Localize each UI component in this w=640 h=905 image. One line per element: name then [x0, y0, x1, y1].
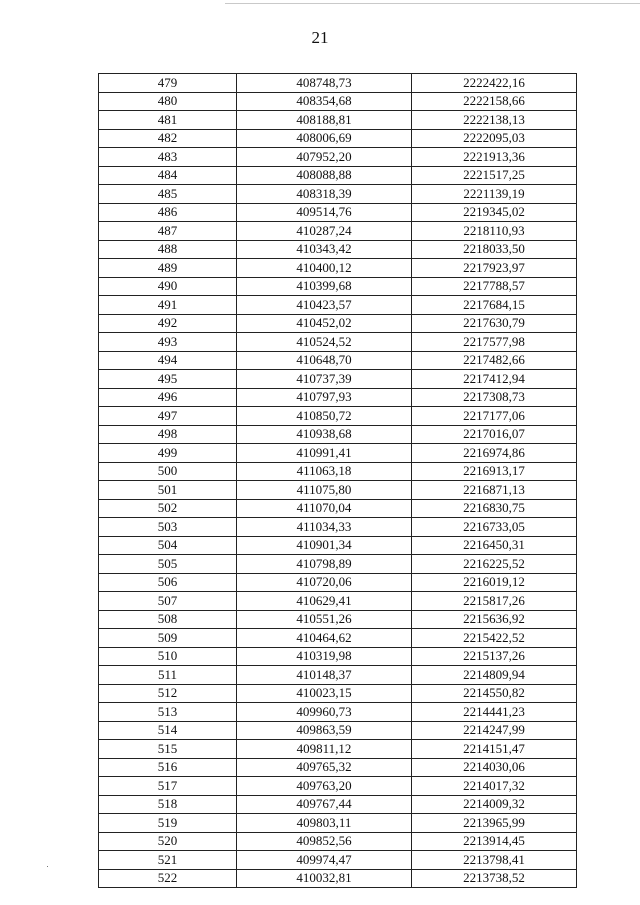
x-coordinate-cell: 408748,73 [237, 74, 412, 93]
point-number-cell: 509 [99, 629, 237, 648]
point-number-cell: 483 [99, 148, 237, 167]
y-coordinate-cell: 2216019,12 [412, 573, 577, 592]
y-coordinate-cell: 2221913,36 [412, 148, 577, 167]
x-coordinate-cell: 408318,39 [237, 185, 412, 204]
x-coordinate-cell: 411075,80 [237, 481, 412, 500]
y-coordinate-cell: 2217482,66 [412, 351, 577, 370]
y-coordinate-cell: 2216733,05 [412, 518, 577, 537]
y-coordinate-cell: 2216830,75 [412, 499, 577, 518]
point-number-cell: 517 [99, 777, 237, 796]
table-row [99, 407, 577, 426]
x-coordinate-cell: 409767,44 [237, 795, 412, 814]
point-number-cell: 502 [99, 499, 237, 518]
top-edge-line [225, 3, 640, 4]
y-coordinate-cell: 2214030,06 [412, 758, 577, 777]
y-coordinate-cell: 2214151,47 [412, 740, 577, 759]
point-number-cell: 496 [99, 388, 237, 407]
table-row [99, 296, 577, 315]
x-coordinate-cell: 410901,34 [237, 536, 412, 555]
x-coordinate-cell: 410023,15 [237, 684, 412, 703]
table-row [99, 629, 577, 648]
point-number-cell: 480 [99, 92, 237, 111]
point-number-cell: 492 [99, 314, 237, 333]
y-coordinate-cell: 2213914,45 [412, 832, 577, 851]
table-row [99, 203, 577, 222]
point-number-cell: 501 [99, 481, 237, 500]
point-number-cell: 512 [99, 684, 237, 703]
y-coordinate-cell: 2217308,73 [412, 388, 577, 407]
y-coordinate-cell: 2216974,86 [412, 444, 577, 463]
y-coordinate-cell: 2216871,13 [412, 481, 577, 500]
scan-speck [47, 866, 48, 867]
x-coordinate-cell: 410399,68 [237, 277, 412, 296]
x-coordinate-cell: 410798,89 [237, 555, 412, 574]
table-row [99, 462, 577, 481]
table-row [99, 425, 577, 444]
x-coordinate-cell: 410400,12 [237, 259, 412, 278]
point-number-cell: 516 [99, 758, 237, 777]
point-number-cell: 499 [99, 444, 237, 463]
y-coordinate-cell: 2214247,99 [412, 721, 577, 740]
x-coordinate-cell: 410720,06 [237, 573, 412, 592]
x-coordinate-cell: 410148,37 [237, 666, 412, 685]
y-coordinate-cell: 2215636,92 [412, 610, 577, 629]
y-coordinate-cell: 2221139,19 [412, 185, 577, 204]
x-coordinate-cell: 407952,20 [237, 148, 412, 167]
point-number-cell: 489 [99, 259, 237, 278]
table-row [99, 795, 577, 814]
table-row [99, 370, 577, 389]
y-coordinate-cell: 2214809,94 [412, 666, 577, 685]
table-row [99, 333, 577, 352]
x-coordinate-cell: 409852,56 [237, 832, 412, 851]
point-number-cell: 518 [99, 795, 237, 814]
x-coordinate-cell: 408188,81 [237, 111, 412, 130]
table-row [99, 444, 577, 463]
table-row [99, 111, 577, 130]
x-coordinate-cell: 410343,42 [237, 240, 412, 259]
point-number-cell: 486 [99, 203, 237, 222]
y-coordinate-cell: 2217577,98 [412, 333, 577, 352]
y-coordinate-cell: 2217177,06 [412, 407, 577, 426]
point-number-cell: 495 [99, 370, 237, 389]
point-number-cell: 503 [99, 518, 237, 537]
table-row [99, 758, 577, 777]
x-coordinate-cell: 410551,26 [237, 610, 412, 629]
table-row [99, 777, 577, 796]
point-number-cell: 491 [99, 296, 237, 315]
page-number: 21 [311, 28, 329, 47]
point-number-cell: 514 [99, 721, 237, 740]
x-coordinate-cell: 409863,59 [237, 721, 412, 740]
table-row [99, 259, 577, 278]
y-coordinate-cell: 2217684,15 [412, 296, 577, 315]
table-row [99, 185, 577, 204]
y-coordinate-cell: 2216225,52 [412, 555, 577, 574]
table-row [99, 536, 577, 555]
y-coordinate-cell: 2222095,03 [412, 129, 577, 148]
coordinates-table-body [99, 74, 577, 888]
y-coordinate-cell: 2214017,32 [412, 777, 577, 796]
x-coordinate-cell: 410464,62 [237, 629, 412, 648]
y-coordinate-cell: 2213798,41 [412, 851, 577, 870]
point-number-cell: 490 [99, 277, 237, 296]
table-row [99, 703, 577, 722]
table-row [99, 610, 577, 629]
table-row [99, 129, 577, 148]
y-coordinate-cell: 2215422,52 [412, 629, 577, 648]
point-number-cell: 520 [99, 832, 237, 851]
y-coordinate-cell: 2217016,07 [412, 425, 577, 444]
x-coordinate-cell: 411070,04 [237, 499, 412, 518]
x-coordinate-cell: 410938,68 [237, 425, 412, 444]
table-row [99, 148, 577, 167]
point-number-cell: 508 [99, 610, 237, 629]
x-coordinate-cell: 410797,93 [237, 388, 412, 407]
x-coordinate-cell: 410423,57 [237, 296, 412, 315]
x-coordinate-cell: 409763,20 [237, 777, 412, 796]
y-coordinate-cell: 2213965,99 [412, 814, 577, 833]
x-coordinate-cell: 409960,73 [237, 703, 412, 722]
table-row [99, 666, 577, 685]
table-row [99, 314, 577, 333]
point-number-cell: 504 [99, 536, 237, 555]
point-number-cell: 484 [99, 166, 237, 185]
point-number-cell: 487 [99, 222, 237, 241]
table-row [99, 592, 577, 611]
x-coordinate-cell: 410319,98 [237, 647, 412, 666]
y-coordinate-cell: 2219345,02 [412, 203, 577, 222]
table-row [99, 740, 577, 759]
x-coordinate-cell: 410524,52 [237, 333, 412, 352]
y-coordinate-cell: 2217923,97 [412, 259, 577, 278]
point-number-cell: 485 [99, 185, 237, 204]
point-number-cell: 519 [99, 814, 237, 833]
table-row [99, 92, 577, 111]
point-number-cell: 488 [99, 240, 237, 259]
point-number-cell: 481 [99, 111, 237, 130]
x-coordinate-cell: 409811,12 [237, 740, 412, 759]
table-row [99, 555, 577, 574]
y-coordinate-cell: 2222138,13 [412, 111, 577, 130]
point-number-cell: 498 [99, 425, 237, 444]
y-coordinate-cell: 2222422,16 [412, 74, 577, 93]
table-row [99, 518, 577, 537]
point-number-cell: 513 [99, 703, 237, 722]
point-number-cell: 522 [99, 869, 237, 888]
table-row [99, 240, 577, 259]
point-number-cell: 506 [99, 573, 237, 592]
table-row [99, 481, 577, 500]
table-row [99, 647, 577, 666]
x-coordinate-cell: 409974,47 [237, 851, 412, 870]
table-row [99, 351, 577, 370]
point-number-cell: 521 [99, 851, 237, 870]
y-coordinate-cell: 2221517,25 [412, 166, 577, 185]
y-coordinate-cell: 2214550,82 [412, 684, 577, 703]
y-coordinate-cell: 2214009,32 [412, 795, 577, 814]
y-coordinate-cell: 2217412,94 [412, 370, 577, 389]
table-row [99, 74, 577, 93]
x-coordinate-cell: 408354,68 [237, 92, 412, 111]
coordinates-table [98, 73, 577, 888]
point-number-cell: 479 [99, 74, 237, 93]
x-coordinate-cell: 409765,32 [237, 758, 412, 777]
x-coordinate-cell: 408006,69 [237, 129, 412, 148]
x-coordinate-cell: 410737,39 [237, 370, 412, 389]
point-number-cell: 500 [99, 462, 237, 481]
table-row [99, 851, 577, 870]
point-number-cell: 511 [99, 666, 237, 685]
x-coordinate-cell: 411034,33 [237, 518, 412, 537]
y-coordinate-cell: 2218110,93 [412, 222, 577, 241]
y-coordinate-cell: 2217630,79 [412, 314, 577, 333]
y-coordinate-cell: 2217788,57 [412, 277, 577, 296]
table-row [99, 721, 577, 740]
point-number-cell: 497 [99, 407, 237, 426]
table-row [99, 573, 577, 592]
y-coordinate-cell: 2218033,50 [412, 240, 577, 259]
point-number-cell: 515 [99, 740, 237, 759]
x-coordinate-cell: 409803,11 [237, 814, 412, 833]
table-row [99, 869, 577, 888]
y-coordinate-cell: 2214441,23 [412, 703, 577, 722]
table-row [99, 814, 577, 833]
table-row [99, 832, 577, 851]
point-number-cell: 494 [99, 351, 237, 370]
y-coordinate-cell: 2215817,26 [412, 592, 577, 611]
point-number-cell: 493 [99, 333, 237, 352]
x-coordinate-cell: 410032,81 [237, 869, 412, 888]
x-coordinate-cell: 410629,41 [237, 592, 412, 611]
table-row [99, 499, 577, 518]
x-coordinate-cell: 410850,72 [237, 407, 412, 426]
table-row [99, 684, 577, 703]
x-coordinate-cell: 411063,18 [237, 462, 412, 481]
table-row [99, 277, 577, 296]
y-coordinate-cell: 2216913,17 [412, 462, 577, 481]
x-coordinate-cell: 410991,41 [237, 444, 412, 463]
x-coordinate-cell: 409514,76 [237, 203, 412, 222]
table-row [99, 222, 577, 241]
point-number-cell: 510 [99, 647, 237, 666]
table-row [99, 388, 577, 407]
point-number-cell: 505 [99, 555, 237, 574]
x-coordinate-cell: 410452,02 [237, 314, 412, 333]
point-number-cell: 482 [99, 129, 237, 148]
point-number-cell: 507 [99, 592, 237, 611]
y-coordinate-cell: 2222158,66 [412, 92, 577, 111]
y-coordinate-cell: 2216450,31 [412, 536, 577, 555]
y-coordinate-cell: 2213738,52 [412, 869, 577, 888]
x-coordinate-cell: 410287,24 [237, 222, 412, 241]
x-coordinate-cell: 408088,88 [237, 166, 412, 185]
table-row [99, 166, 577, 185]
x-coordinate-cell: 410648,70 [237, 351, 412, 370]
y-coordinate-cell: 2215137,26 [412, 647, 577, 666]
